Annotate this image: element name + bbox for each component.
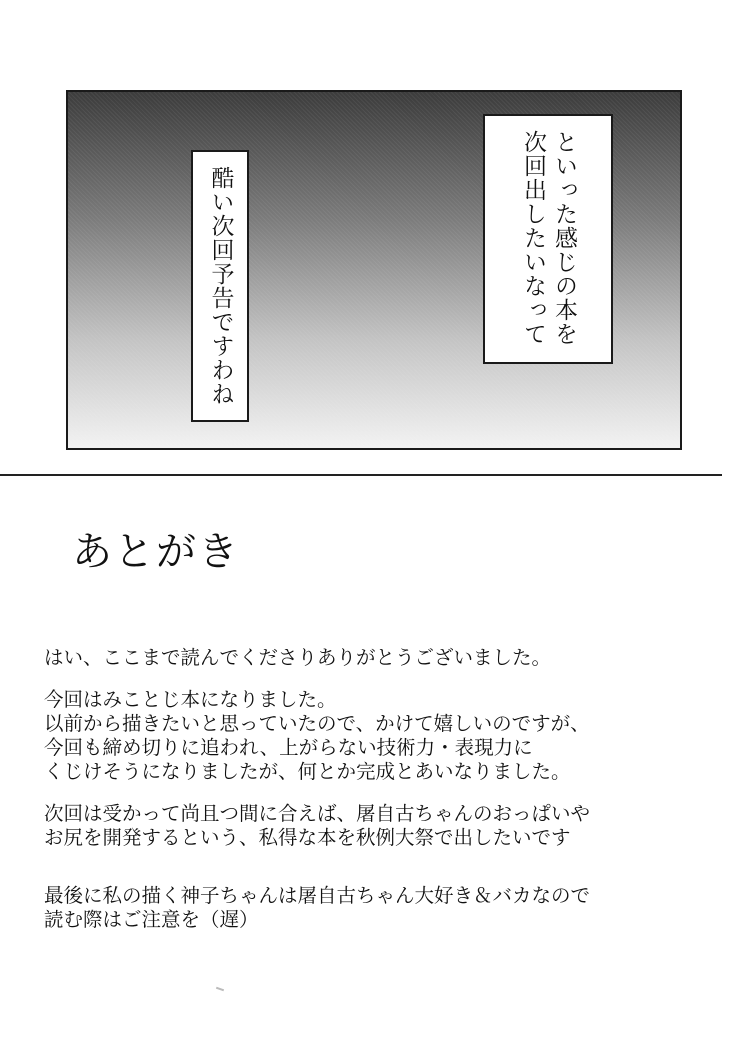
text-line: 以前から描きたいと思っていたので、かけて嬉しいのですが、 <box>44 712 590 735</box>
speech-line: 次回出したいなって <box>520 130 546 346</box>
scan-speck <box>216 987 224 992</box>
speech-bubble-left <box>191 150 249 422</box>
speech-line: 酷い次回予告ですわね <box>207 166 234 406</box>
paragraph <box>44 646 704 670</box>
section-divider <box>0 474 722 476</box>
text-line: 最後に私の描く神子ちゃんは屠自古ちゃん大好き＆バカなので <box>44 884 591 907</box>
text-line: 次回は受かって尚且つ間に合えば、屠自古ちゃんのおっぱいや <box>44 802 591 825</box>
text-line: はい、ここまで読んでくださりありがとうございました。 <box>44 646 552 669</box>
paragraph <box>44 802 704 850</box>
speech-line: といった感じの本を <box>551 130 577 346</box>
paragraph <box>44 688 704 784</box>
text-line: 読む際はご注意を（遅） <box>44 908 259 931</box>
text-line: 今回はみことじ本になりました。 <box>44 688 337 711</box>
text-line: お尻を開発するという、私得な本を秋例大祭で出したいです <box>44 826 571 849</box>
text-line: 今回も締め切りに追われ、上がらない技術力・表現力に <box>44 736 533 759</box>
comic-panel <box>66 90 682 450</box>
speech-bubble-right <box>483 114 613 364</box>
text-line: くじけそうになりましたが、何とか完成とあいなりました。 <box>44 760 571 783</box>
afterword-body <box>44 646 704 950</box>
paragraph <box>44 884 704 932</box>
afterword-title: あとがき <box>72 529 240 575</box>
